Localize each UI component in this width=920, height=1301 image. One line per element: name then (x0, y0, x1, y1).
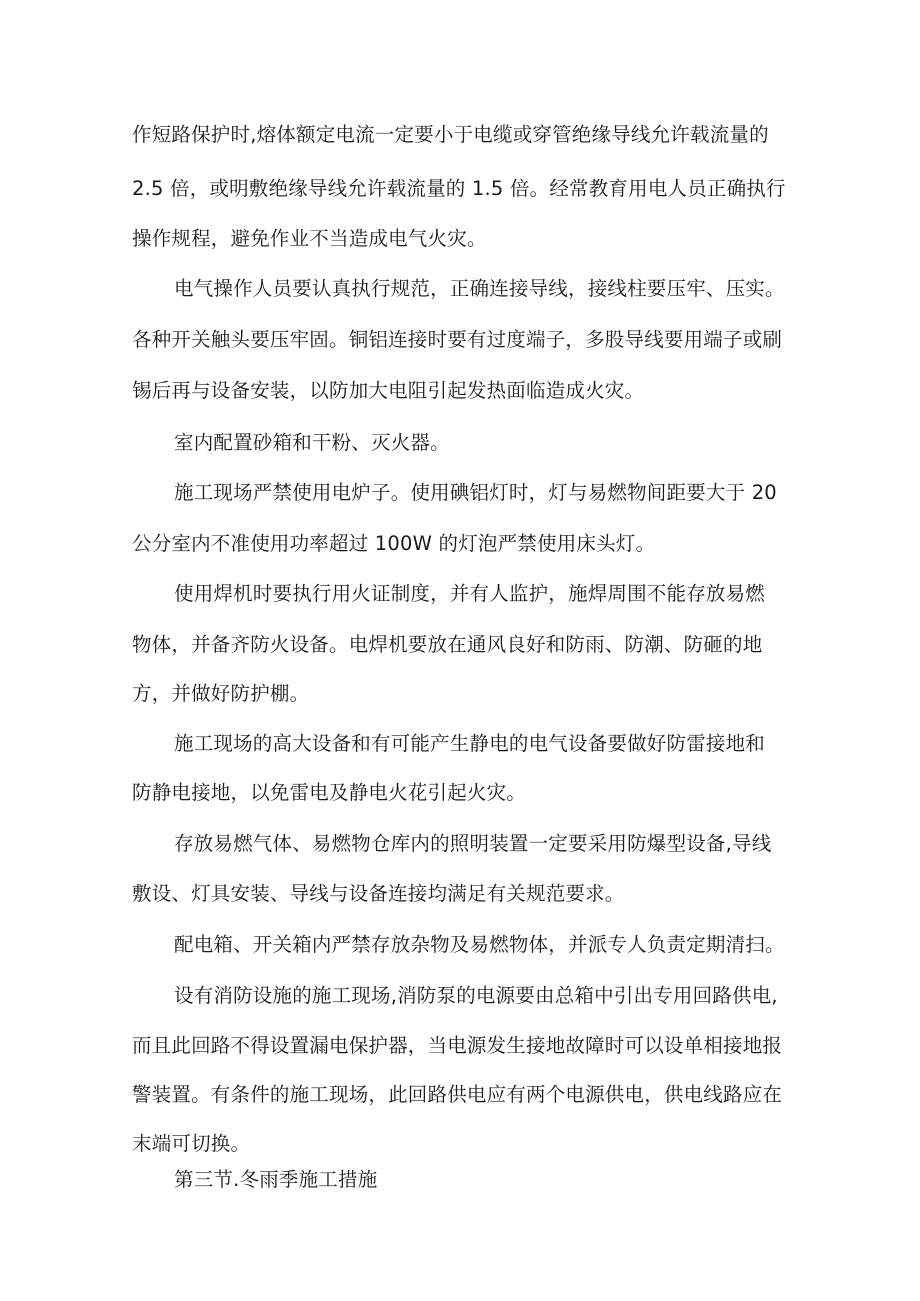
paragraph-1-line-1: 作短路保护时,熔体额定电流一定要小于电缆或穿管绝缘导线允许载流量的 (132, 123, 769, 146)
paragraph-5-line-2: 物体，并备齐防火设备。电焊机要放在通风良好和防雨、防潮、防砸的地 (132, 633, 763, 656)
paragraph-9-line-2: 而且此回路不得设置漏电保护器，当电源发生接地故障时可以设单相接地报 (132, 1034, 783, 1057)
paragraph-1-line-3: 操作规程，避免作业不当造成电气火灾。 (132, 227, 487, 250)
paragraph-2-line-1: 电气操作人员要认真执行规范，正确连接导线，接线柱要压牢、压实。 (174, 277, 785, 300)
paragraph-7-line-1: 存放易燃气体、易燃物仓库内的照明装置一定要采用防爆型设备,导线 (174, 832, 772, 855)
paragraph-5-line-1: 使用焊机时要执行用火证制度，并有人监护，施焊周围不能存放易燃 (174, 582, 766, 605)
paragraph-9-line-1: 设有消防设施的施工现场,消防泵的电源要由总箱中引出专用回路供电, (174, 984, 778, 1007)
paragraph-4-line-1: 施工现场严禁使用电炉子。使用碘铝灯时，灯与易燃物间距要大于 20 (174, 481, 777, 504)
paragraph-9-line-4: 末端可切换。 (132, 1132, 251, 1155)
paragraph-4-line-2: 公分室内不准使用功率超过 100W 的灯泡严禁使用床头灯。 (132, 532, 656, 555)
paragraph-6-line-1: 施工现场的高大设备和有可能产生静电的电气设备要做好防雷接地和 (174, 732, 766, 755)
paragraph-9-line-3: 警装置。有条件的施工现场，此回路供电应有两个电源供电，供电线路应在 (132, 1083, 783, 1106)
paragraph-6-line-2: 防静电接地，以免雷电及静电火花引起火灾。 (132, 781, 527, 804)
paragraph-1-line-2: 2.5 倍，或明敷绝缘导线允许载流量的 1.5 倍。经常教育用电人员正确执行 (132, 177, 786, 200)
paragraph-5-line-3: 方，并做好防护棚。 (132, 682, 310, 705)
paragraph-7-line-2: 敷设、灯具安装、导线与设备连接均满足有关规范要求。 (132, 882, 625, 905)
paragraph-3-line-1: 室内配置砂箱和干粉、灭火器。 (174, 431, 450, 454)
section-heading: 第三节.冬雨季施工措施 (174, 1168, 378, 1191)
paragraph-2-line-3: 锡后再与设备安装，以防加大电阻引起发热面临造成火灾。 (132, 379, 645, 402)
paragraph-8-line-1: 配电箱、开关箱内严禁存放杂物及易燃物体，并派专人负责定期清扫。 (174, 933, 785, 956)
paragraph-2-line-2: 各种开关触头要压牢固。铜铝连接时要有过度端子，多股导线要用端子或刷 (132, 328, 783, 351)
